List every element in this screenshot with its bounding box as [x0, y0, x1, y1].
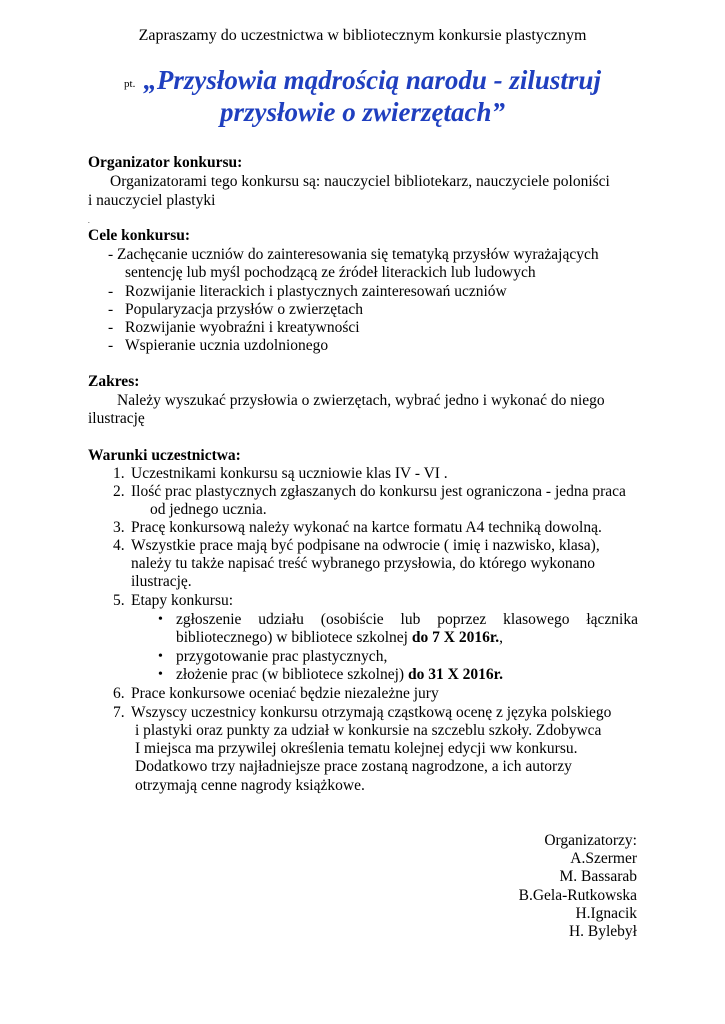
- condition-2-line1: Ilość prac plastycznych zgłaszanych do konkursu jest ograniczona - jedna praca: [131, 483, 626, 500]
- goal-item-1-line2: sentencję lub myśl pochodzącą ze źródeł literackich lub ludowych: [125, 264, 536, 281]
- stage-bullet-2: •: [158, 649, 163, 664]
- stage-3-text: złożenie prac (w bibliotece szkolnej): [176, 666, 408, 683]
- stage-1-word: poprzez: [437, 611, 487, 628]
- goal-dash-5: -: [108, 337, 114, 354]
- organizer-line2: i nauczyciel plastyki: [88, 192, 216, 209]
- organizer-name: H. Bylebył: [568, 923, 637, 940]
- goal-item-1-line1: - Zachęcanie uczniów do zainteresowania się tematyką przysłów wyrażających: [108, 246, 599, 263]
- condition-number-3: 3.: [113, 519, 125, 536]
- condition-7-line2: i plastyki oraz punkty za udział w konkursie na szczeblu szkoły. Zdobywca: [135, 722, 602, 739]
- condition-4-line2: należy tu także napisać treść wybranego przysłowia, do którego wykonano: [131, 555, 595, 572]
- organizer-line1: Organizatorami tego konkursu są: nauczyciel bibliotekarz, nauczyciele poloniści: [110, 173, 610, 190]
- condition-7-line3: I miejsca ma przywilej określenia tematu kolejnej edycji ww konkursu.: [135, 740, 578, 757]
- goal-item-4: Rozwijanie wyobraźni i kreatywności: [125, 319, 360, 336]
- condition-7-line1: Wszyscy uczestnicy konkursu otrzymają cząstkową ocenę z języka polskiego: [131, 704, 612, 721]
- organizer-name: A.Szermer: [570, 850, 637, 867]
- condition-7-line4: Dodatkowo trzy najładniejsze prace zostaną nagrodzone, a ich autorzy: [135, 758, 572, 775]
- organizer-name: H.Ignacik: [575, 905, 637, 922]
- condition-number-7: 7.: [113, 704, 125, 721]
- stage-1-word: łącznika: [586, 611, 638, 628]
- stage-1-text: bibliotecznego) w bibliotece szkolnej: [176, 629, 412, 646]
- title-text-line1: „Przysłowia mądrością narodu - zilustruj: [143, 65, 601, 95]
- goal-item-2: Rozwijanie literackich i plastycznych zainteresowań uczniów: [125, 283, 507, 300]
- organizers-heading: Organizatorzy:: [544, 832, 637, 849]
- intro-text: Zapraszamy do uczestnictwa w bibliotecznym konkursie plastycznym: [138, 27, 587, 44]
- condition-4-line3: ilustrację.: [131, 573, 192, 590]
- condition-number-2: 2.: [113, 483, 125, 500]
- scope-line2: ilustrację: [88, 410, 145, 427]
- condition-number-5: 5.: [113, 592, 125, 609]
- goal-item-3: Popularyzacja przysłów o zwierzętach: [125, 301, 363, 318]
- scope-line1: Należy wyszukać przysłowia o zwierzętach, wybrać jedno i wykonać do niego: [117, 392, 605, 409]
- stage-3-deadline: do 31 X 2016r.: [407, 666, 503, 683]
- goal-item-5: Wspieranie ucznia uzdolnionego: [125, 337, 329, 354]
- condition-number-1: 1.: [113, 465, 125, 482]
- stage-1-deadline: do 7 X 2016r.: [411, 629, 500, 646]
- title-prefix: pt.: [124, 78, 136, 90]
- condition-7-line5: otrzymają cenne nagrody książkowe.: [135, 777, 365, 794]
- stage-2: przygotowanie prac plastycznych,: [176, 648, 388, 665]
- stage-bullet-3: •: [158, 667, 163, 682]
- goals-heading: Cele konkursu:: [88, 227, 191, 244]
- condition-number-4: 4.: [113, 537, 125, 554]
- condition-3: Pracę konkursową należy wykonać na kartce formatu A4 techniką dowolną.: [131, 519, 602, 536]
- condition-5: Etapy konkursu:: [131, 592, 234, 609]
- stage-1-word: udziału: [258, 611, 304, 628]
- stray-dot: .: [88, 217, 90, 225]
- goal-dash-2: -: [108, 283, 114, 300]
- goal-dash-4: -: [108, 319, 114, 336]
- stage-1-word: zgłoszenie: [176, 611, 242, 628]
- conditions-heading: Warunki uczestnictwa:: [88, 447, 241, 464]
- stage-1-suffix: ,: [499, 629, 504, 646]
- organizer-name: M. Bassarab: [559, 868, 637, 885]
- condition-6: Prace konkursowe oceniać będzie niezależne jury: [131, 685, 439, 702]
- stage-1-word: klasowego: [503, 611, 570, 628]
- stage-1-word: (osobiście: [320, 611, 384, 628]
- contest-title-line2: przysłowie o zwierzętach”: [219, 97, 505, 127]
- stage-bullet-1: •: [158, 612, 163, 627]
- condition-4-line1: Wszystkie prace mają być podpisane na odwrocie ( imię i nazwisko, klasa),: [131, 537, 600, 554]
- condition-1: Uczestnikami konkursu są uczniowie klas IV - VI .: [131, 465, 448, 482]
- stage-3: [176, 666, 503, 684]
- organizer-name: B.Gela-Rutkowska: [518, 887, 637, 904]
- stage-1-line1: [176, 611, 638, 629]
- contest-title-line1: [0, 64, 725, 100]
- organizer-heading: Organizator konkursu:: [88, 154, 243, 171]
- goal-dash-3: -: [108, 301, 114, 318]
- stage-1-line2: [176, 629, 503, 647]
- scope-heading: Zakres:: [88, 373, 140, 390]
- stage-1-word: lub: [400, 611, 421, 628]
- condition-2-line2: od jednego ucznia.: [150, 501, 267, 518]
- condition-number-6: 6.: [113, 685, 125, 702]
